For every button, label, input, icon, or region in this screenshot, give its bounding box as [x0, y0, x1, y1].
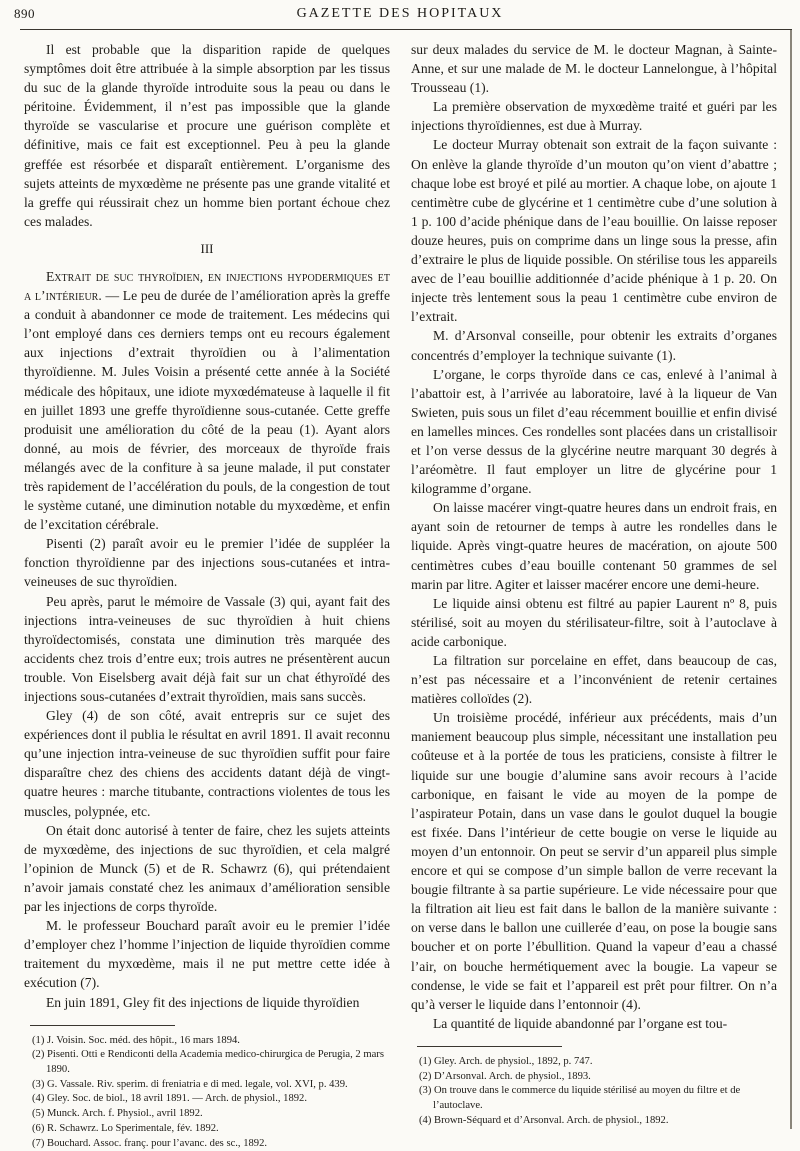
section-heading: Extrait de suc thyroïdien, en injections hypodermiques et a l’intérieur. [24, 268, 390, 304]
paragraph: On laisse macérer vingt-quatre heures dans un endroit frais, en ayant soin de retourner de temps à autre les rondelles dans le liquide. Après vingt-quatre heures de macération, on ajoute 500 centimètres cubes d’eau bouille contenant 50 grammes de sel marin par litre. Agiter et laisser macérer encore une demi-heure. [411, 500, 777, 592]
footnote: (6) R. Schawrz. Lo Sperimentale, fév. 1892. [32, 1122, 219, 1134]
paragraph: Un troisième procédé, inférieur aux précédents, mais d’un maniement beaucoup plus simple, nécessitant une installation peu coûteuse et à la portée de tous les praticiens, consiste à filtrer le liquide sur une bougie d’alumine sans avoir recours à l’acide carbonique, en faisant le vide au moyen de la pompe de l’aspirateur Potain, dans un vase dans le goulot duquel la bougie est fixée. Dans l’intérieur de cette bougie on verse le liquide au moyen d’un entonnoir. On peut se servir d’un appareil plus simple encore et qui se compose d’un simple ballon de verre recevant la bougie filtrante à sa partie supérieure. Le vide nécessaire pour que la filtration ait lieu est fait dans le ballon de la manière suivante : on verse dans le ballon une cuillerée d’eau, on pose la bougie sans boucher et on porte l’ébullition. Quand la vapeur d’eau a chassé l’air, on bouche hermétiquement avec la bougie. La vapeur se condense, le vide se fait et l’appareil est prêt pour filtrer. On n’a qu’à verser le liquide dans l’entonnoir (4). [411, 710, 777, 1012]
footnote: (4) Brown-Séquard et d’Arsonval. Arch. de physiol., 1892. [419, 1114, 669, 1126]
paragraph: On était donc autorisé à tenter de faire, chez les sujets atteints de myxœdème, des injections de suc thyroïdien, et cela malgré l’opinion de Munck (5) et de R. Schawrz (6), qui prétendaient n’avoir jamais constaté chez les animaux d’amélioration sensible par les injections de corps thyroïde. [24, 822, 390, 915]
footnotes [411, 1055, 777, 1129]
section-number: III [200, 240, 214, 256]
paragraph: M. le professeur Bouchard paraît avoir eu le premier l’idée d’employer chez l’homme l’injection de liquide thyroïdien comme traitement du myxœdème, mais il ne put mettre cette idée à exécution (7). [24, 918, 390, 991]
page-number: 890 [14, 6, 35, 21]
paragraph: La quantité de liquide abandonné par l’organe est tou- [433, 1015, 728, 1031]
paragraph: La filtration sur porcelaine en effet, dans beaucoup de cas, n’est pas nécessaire et a l’inconvénient de retenir certaines matières colloïdes (2). [411, 653, 777, 707]
footnotes-rule [30, 1025, 175, 1026]
footnote: (1) Gley. Arch. de physiol., 1892, p. 747. [419, 1055, 593, 1067]
right-column [411, 40, 777, 1128]
paragraph: sur deux malades du service de M. le docteur Magnan, à Sainte-Anne, et sur une malade de M. le docteur Lannelongue, à l’hôpital Trousseau (1). [411, 42, 777, 96]
footnotes-rule [417, 1046, 562, 1047]
paragraph: En juin 1891, Gley fit des injections de liquide thyroïdien [46, 994, 360, 1010]
footnote: (2) Pisenti. Otti e Rendiconti della Academia medico-chirurgica de Perugia, 2 mars 1890. [32, 1049, 384, 1075]
left-column [24, 40, 390, 1151]
footnote: (4) Gley. Soc. de biol., 18 avril 1891. — Arch. de physiol., 1892. [32, 1093, 308, 1105]
paragraph: Le docteur Murray obtenait son extrait de la façon suivante : On enlève la glande thyroïde d’un mouton qu’on vient d’abattre ; chaque lobe est broyé et pilé au mortier. A chaque lobe, on ajoute 1 centimètre cube de glycérine et 1 centimètre cube d’une solution à 1 p. 100 d’acide phénique dans de l’eau bouillie. On laisse reposer douze heures, puis on comprime dans un linge sous la presse, afin d’extraire le plus de liquide possible. On stérilise tous les appareils avec de l’eau bouillie additionnée d’acide phénique à 1 p. 20. On injecte très lentement sous la peau 1 centimètre cube environ de l’extrait. [411, 137, 777, 325]
paragraph: Gley (4) de son côté, avait entrepris sur ce sujet des expériences dont il publia le résultat en avril 1891. Il avait reconnu qu’une injection intra-veineuse de suc thyroïdien suffit pour faire disparaître chez des chiens des accidents datant déjà de vingt-quatre heures : marche titubante, contractions violentes de tous les muscles, polypnée, etc. [24, 708, 390, 819]
paragraph: Peu après, parut le mémoire de Vassale (3) qui, ayant fait des injections intra-veineuses de suc thyroïdien à huit chiens thyroïdectomisés, constata une diminution très marquée des accidents chez trois d’entre eux; trois autres ne présentèrent aucun trouble. Von Eiselsberg avait déjà fait sur un chat éthyroïdé des injections sous-cutanées d’extrait thyroïdien, mais sans succès. [24, 593, 390, 704]
paragraph: M. d’Arsonval conseille, pour obtenir les extraits d’organes concentrés d’employer la technique suivante (1). [411, 328, 777, 363]
page-edge-rule [790, 30, 792, 1129]
paragraph-text: — Le peu de durée de l’amélioration après la greffe a conduit à abandonner ce mode de traitement. Les médecins qui l’ont employé dans ces derniers temps ont eu recours également aux injections d’extrait thyroïdien ou à l’alimentation thyroïdienne. M. Jules Voisin a présenté cette année à la Société médicale des hôpitaux, une idiote myxœdémateuse à laquelle il fit en juillet 1893 une greffe thyroïdienne sous-cutanée. Cette greffe produisit une amélioration du côté de la peau (1). Ayant alors donné, au mois de février, des morceaux de thyroïde frais mélangés avec de la confiture à sa jeune malade, il put constater très rapidement de l’accélération du pouls, de la congestion de tout le système cutané, une diminution notable du myxœdème, et enfin de l’excitation cérébrale. [24, 288, 390, 533]
paragraph: La première observation de myxœdème traité et guéri par les injections thyroïdiennes, est due à Murray. [411, 99, 777, 134]
paragraph: Pisenti (2) paraît avoir eu le premier l’idée de suppléer la fonction thyroïdienne par des injections sous-cutanées et intra-veineuses de suc thyroïdien. [24, 536, 390, 590]
paragraph-with-heading [24, 267, 390, 534]
footnote: (3) On trouve dans le commerce du liquide stérilisé au moyen du filtre et de l’autoclave. [419, 1085, 741, 1111]
paragraph: L’organe, le corps thyroïde dans ce cas, enlevé à l’animal à l’abattoir est, à l’arrivée au laboratoire, lavé à la liqueur de Van Swieten, puis sous un filet d’eau récemment bouillie et enfin divisé en lamelles minces. Ces rondelles sont placées dans un cristallisoir et l’on verse dessus de la glycérine neutre marquant 30 degrés à l’aréomètre. Il faut employer un litre de glycérine pour 1 kilogramme d’organe. [411, 366, 777, 497]
footnote: (2) D’Arsonval. Arch. de physiol., 1893. [419, 1070, 591, 1082]
running-title: GAZETTE DES HOPITAUX [296, 6, 504, 21]
footnote: (7) Bouchard. Assoc. franç. pour l’avanc. des sc., 1892. [32, 1137, 268, 1149]
footnotes [24, 1034, 390, 1151]
header-rule [20, 29, 792, 30]
footnote: (1) J. Voisin. Soc. méd. des hôpit., 16 mars 1894. [32, 1034, 240, 1046]
paragraph: Le liquide ainsi obtenu est filtré au papier Laurent nº 8, puis stérilisé, soit au moyen du stérilisateur-filtre, soit à l’autoclave à acide carbonique. [411, 595, 777, 649]
footnote: (5) Munck. Arch. f. Physiol., avril 1892. [32, 1108, 203, 1120]
paragraph: Il est probable que la disparition rapide de quelques symptômes doit être attribuée à la simple absorption par les tissus du suc de la glande thyroïde introduite sous la peau ou dans le péritoine. Évidemment, il n’est pas impossible que la glande thyroïde se vascularise et procure une guérison complète et définitive, mais ce fait est exceptionnel. Peu à peu la glande greffée est résorbée et disparaît entièrement. L’organisme des sujets atteints de myxœdème ne présente pas une grande vitalité et la greffe qui réussirait chez un homme bien portant échoue chez ces malades. [24, 42, 390, 229]
footnote: (3) G. Vassale. Riv. sperim. di freniatria e di med. legale, vol. XVI, p. 439. [32, 1078, 348, 1090]
